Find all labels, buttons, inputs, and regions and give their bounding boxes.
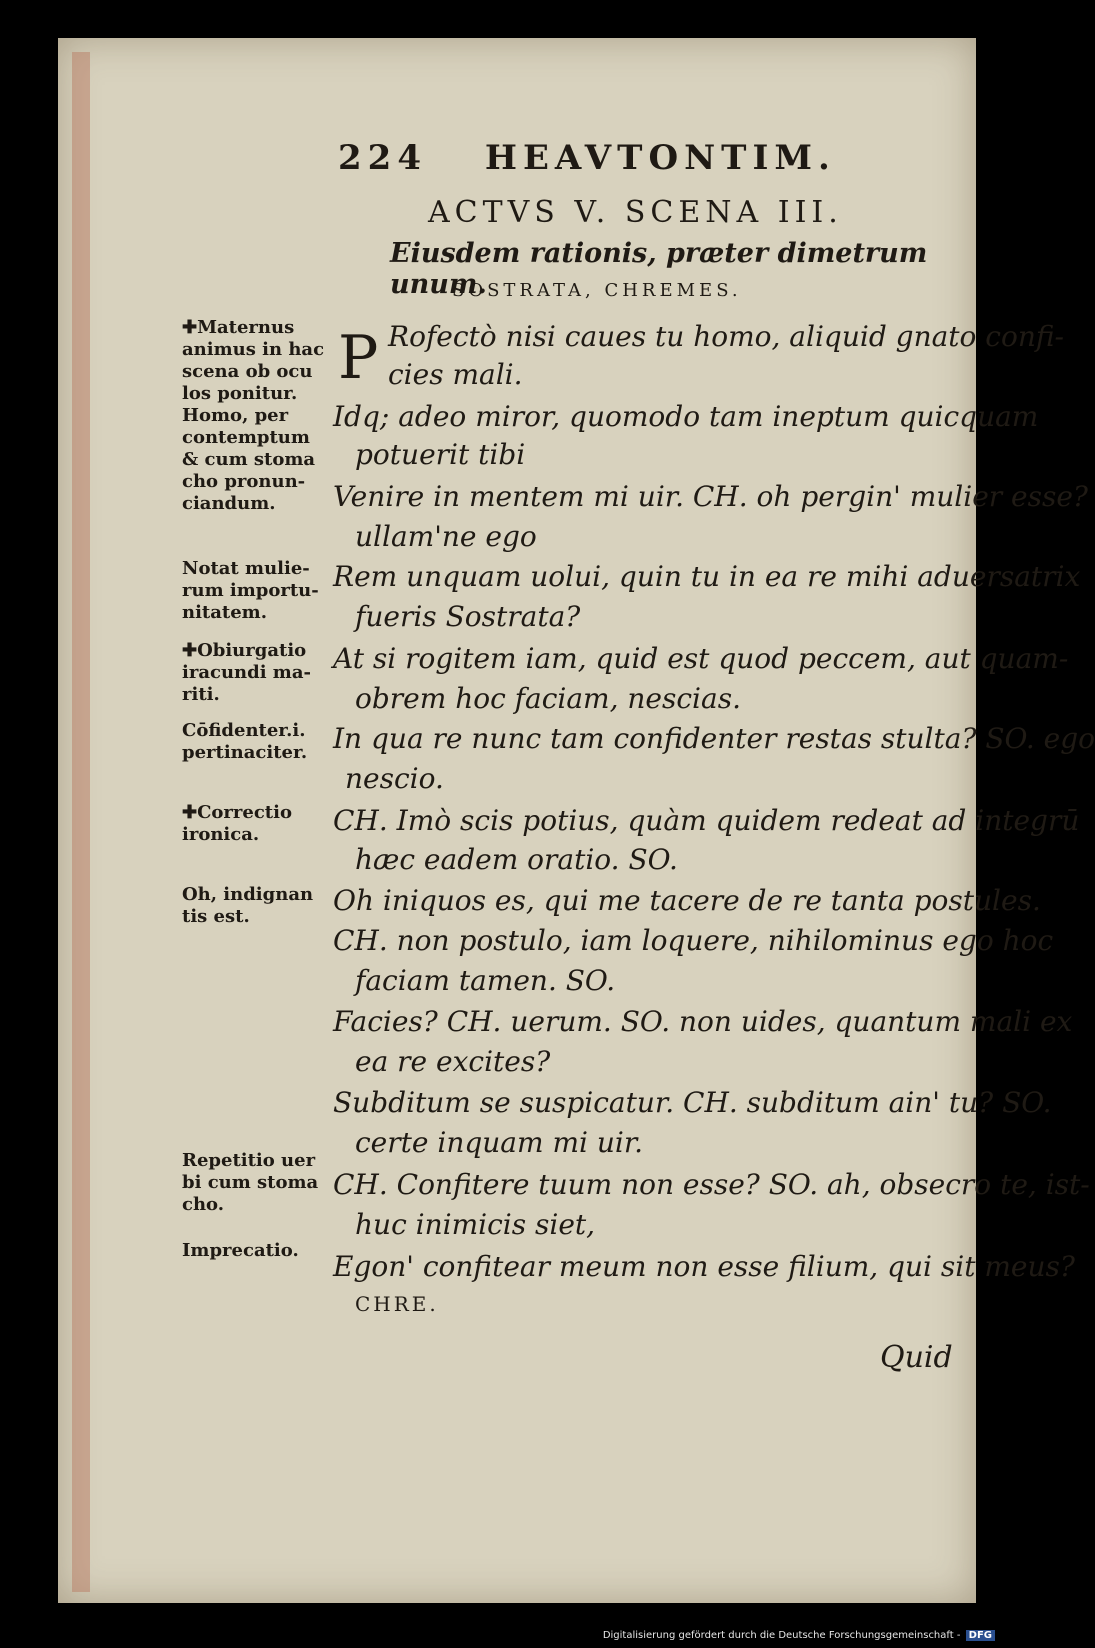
text-line: Subditum se suspicatur. CH. subditum ain' tu? SO. [333, 1086, 1052, 1119]
text-line: At si rogitem iam, quid est quod peccem, aut quam- [333, 642, 1069, 675]
text-line: CH. non postulo, iam loquere, nihilominus ego hoc [333, 924, 1054, 957]
text-line: potuerit tibi [355, 438, 526, 471]
text-line: Rofectò nisi caues tu homo, aliquid gnato confi- [388, 320, 1065, 353]
speaker-list: SOSTRATA, CHREMES. [452, 280, 742, 301]
running-head [338, 138, 836, 178]
marginal-note: ✚Correctio ironica. [182, 802, 292, 845]
text-line: obrem hoc faciam, nescias. [355, 682, 741, 715]
text-line: ullam'ne ego [355, 520, 537, 553]
text-line: ea re excites? [355, 1045, 551, 1078]
act-scene-heading: ACTVS V. SCENA III. [428, 195, 843, 230]
dropcap: P [338, 323, 379, 393]
text-line: In qua re nunc tam confidenter restas stulta? SO. ego [333, 722, 1095, 755]
text-line: CH. Confitere tuum non esse? SO. ah, obsecro te, ist- [333, 1168, 1090, 1201]
marginal-note: Repetitio uer bi cum stoma cho. [182, 1150, 319, 1215]
running-title: HEAVTONTIM. [484, 138, 836, 178]
marginal-note: Notat mulie- rum importu- nitatem. [182, 558, 319, 623]
text-line: Oh iniquos es, qui me tacere de re tanta postules. [333, 884, 1041, 917]
catchword: Quid [880, 1340, 953, 1375]
marginal-note: ✚Obiurgatio iracundi ma- riti. [182, 640, 311, 705]
text-line: faciam tamen. SO. [355, 964, 616, 997]
text-line: certe inquam mi uir. [355, 1126, 644, 1159]
text-line: Venire in mentem mi uir. CH. oh pergin' mulier esse? [333, 480, 1088, 513]
footer-credit [600, 1630, 995, 1641]
text-line: nescio. [345, 762, 444, 795]
marginal-note: Cōfidenter.i. pertinaciter. [182, 720, 308, 763]
text-line: Rem unquam uolui, quin tu in ea re mihi aduersatrix [333, 560, 1081, 593]
text-line: cies mali. [388, 358, 523, 391]
text-line: Egon' confitear meum non esse filium, qui sit meus? [333, 1250, 1075, 1283]
text-line: Facies? CH. uerum. SO. non uides, quantum mali ex [333, 1005, 1073, 1038]
marginal-note: ✚Maternus animus in hac scena ob ocu los ponitur. [182, 317, 325, 404]
text-line: huc inimicis siet, [355, 1208, 596, 1241]
text-line: CHRE. [355, 1292, 439, 1316]
marginal-note: Homo, per contemptum & cum stoma cho pronun- ciandum. [182, 405, 316, 514]
marginal-note: Oh, indignan tis est. [182, 884, 314, 927]
footer-credit-text: Digitalisierung gefördert durch die Deutsche Forschungsgemeinschaft - [602, 1630, 961, 1641]
page-edge-stain [72, 52, 90, 1592]
marginal-note: Imprecatio. [182, 1240, 299, 1261]
page-number: 224 [338, 138, 427, 178]
text-line: Idq; adeo miror, quomodo tam ineptum quicquam [333, 400, 1039, 433]
meter-note: Eiusdem rationis, præter dimetrum unum. [390, 238, 928, 300]
dfg-logo: DFG [966, 1630, 995, 1641]
text-line: fueris Sostrata? [355, 600, 581, 633]
text-line: CH. Imò scis potius, quàm quidem redeat ad integrū [333, 804, 1080, 837]
text-line: hæc eadem oratio. SO. [355, 843, 678, 876]
